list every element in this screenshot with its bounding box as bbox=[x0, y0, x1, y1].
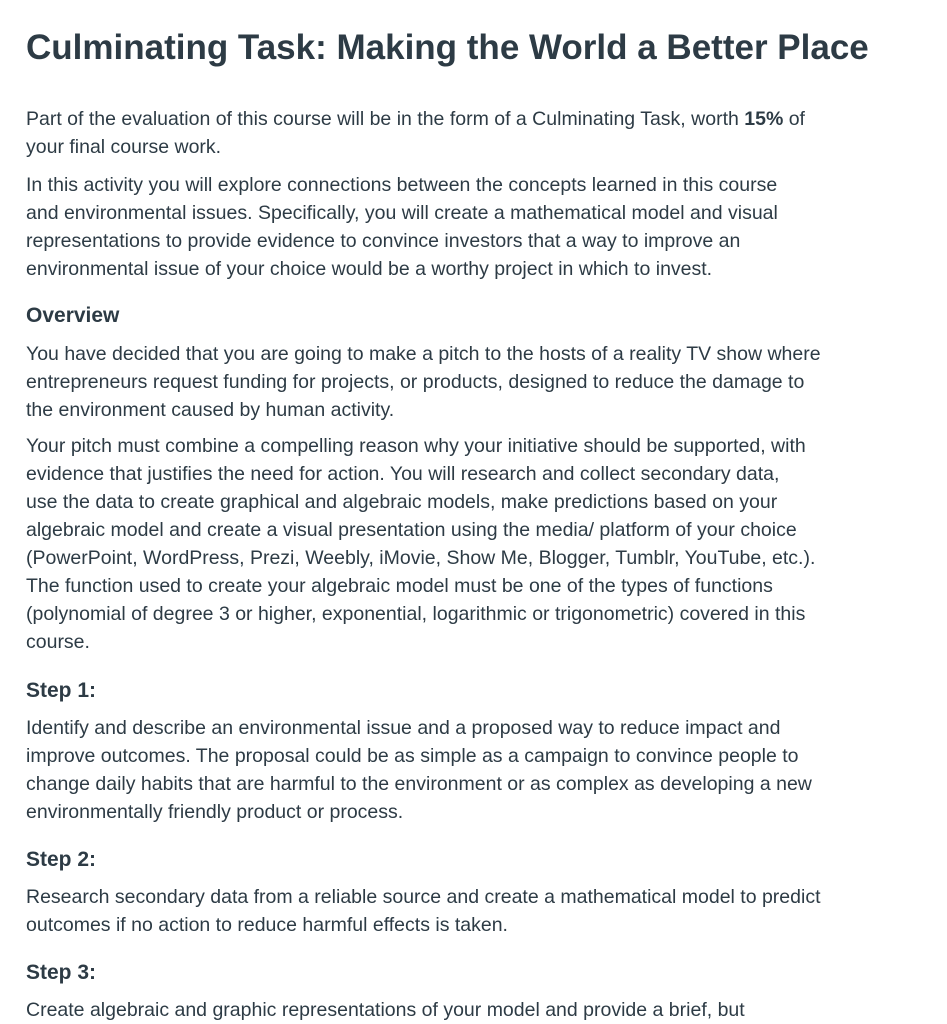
step-line: change daily habits that are harmful to the environment or as complex as developing a new bbox=[26, 773, 812, 795]
overview-line: You have decided that you are going to make a pitch to the hosts of a reality TV show where bbox=[26, 343, 821, 365]
overview-line: evidence that justifies the need for action. You will research and collect secondary data, bbox=[26, 463, 780, 485]
overview-line: entrepreneurs request funding for projects, or products, designed to reduce the damage to bbox=[26, 371, 805, 393]
overview-line: The function used to create your algebraic model must be one of the types of functions bbox=[26, 575, 773, 597]
overview-paragraph-1 bbox=[26, 340, 931, 424]
activity-line: In this activity you will explore connections between the concepts learned in this course bbox=[26, 174, 778, 196]
activity-paragraph bbox=[26, 171, 931, 283]
weight-percentage: 15% bbox=[744, 108, 784, 130]
step-1-paragraph bbox=[26, 714, 931, 826]
step-1-heading: Step 1: bbox=[26, 679, 97, 702]
step-2-paragraph bbox=[26, 883, 931, 939]
intro-line-2: your final course work. bbox=[26, 136, 222, 158]
step-line: outcomes if no action to reduce harmful effects is taken. bbox=[26, 914, 508, 936]
step-line: Identify and describe an environmental issue and a proposed way to reduce impact and bbox=[26, 717, 781, 739]
intro-line-1 bbox=[26, 105, 931, 133]
page-title: Culminating Task: Making the World a Better Place bbox=[26, 28, 869, 67]
activity-line: representations to provide evidence to convince investors that a way to improve an bbox=[26, 230, 741, 252]
step-line: environmentally friendly product or process. bbox=[26, 801, 404, 823]
step-line: improve outcomes. The proposal could be as simple as a campaign to convince people to bbox=[26, 745, 799, 767]
step-2-heading: Step 2: bbox=[26, 848, 97, 871]
overview-line: (polynomial of degree 3 or higher, exponential, logarithmic or trigonometric) covered in this bbox=[26, 603, 806, 625]
overview-line: the environment caused by human activity. bbox=[26, 399, 395, 421]
step-line: Research secondary data from a reliable source and create a mathematical model to predict bbox=[26, 886, 821, 908]
activity-line: and environmental issues. Specifically, you will create a mathematical model and visual bbox=[26, 202, 778, 224]
overview-line: Your pitch must combine a compelling reason why your initiative should be supported, with bbox=[26, 435, 806, 457]
overview-line: use the data to create graphical and algebraic models, make predictions based on your bbox=[26, 491, 778, 513]
intro-text-end: of bbox=[783, 108, 805, 130]
overview-line: algebraic model and create a visual presentation using the media/ platform of your choice bbox=[26, 519, 797, 541]
intro-paragraph bbox=[26, 105, 931, 161]
activity-line: environmental issue of your choice would be a worthy project in which to invest. bbox=[26, 258, 713, 280]
overview-paragraph-2 bbox=[26, 432, 931, 656]
overview-heading: Overview bbox=[26, 304, 120, 327]
intro-text: Part of the evaluation of this course will be in the form of a Culminating Task, worth bbox=[26, 108, 745, 130]
overview-line: (PowerPoint, WordPress, Prezi, Weebly, iMovie, Show Me, Blogger, Tumblr, YouTube, etc.). bbox=[26, 547, 816, 569]
overview-line: course. bbox=[26, 631, 90, 653]
step-3-paragraph bbox=[26, 996, 931, 1024]
step-line: Create algebraic and graphic representations of your model and provide a brief, but bbox=[26, 999, 745, 1021]
step-3-heading: Step 3: bbox=[26, 961, 97, 984]
